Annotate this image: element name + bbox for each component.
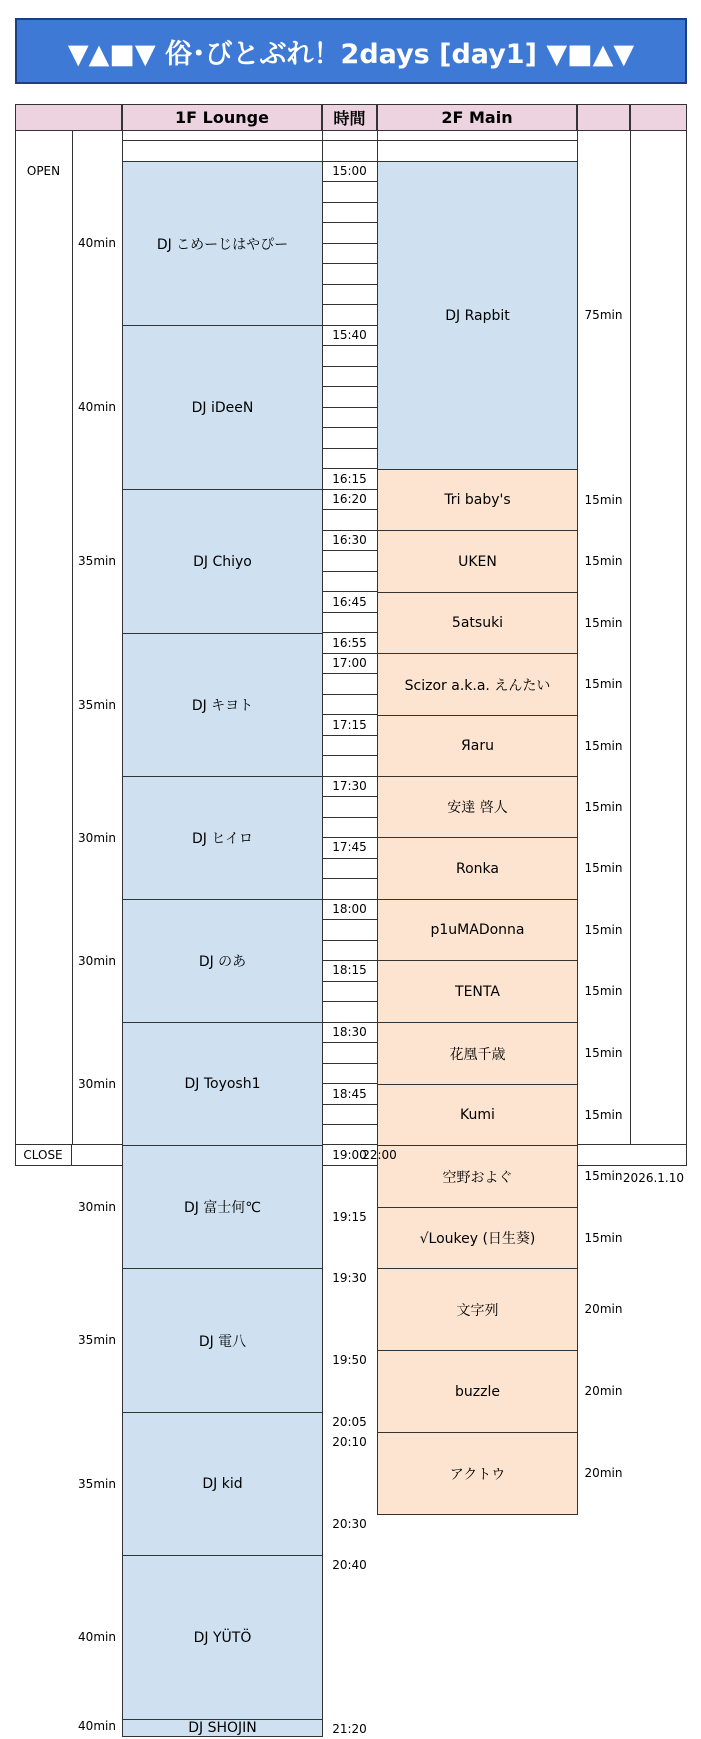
schedule-title: ▼▲■▼ 俗･びとぶれ！2days [day1] ▼■▲▼: [15, 18, 687, 84]
time-label: 16:20: [332, 492, 367, 506]
time-slot-line: [322, 181, 377, 182]
lounge-duration-12: 40min: [78, 1719, 116, 1733]
main-act-5: Scizor a.k.a. えんたい: [377, 653, 578, 716]
main-duration-17: 20min: [584, 1466, 623, 1480]
main-duration-7: 15min: [584, 799, 623, 814]
time-label: 18:15: [332, 963, 367, 977]
main-act-15: 文字列: [377, 1268, 578, 1351]
time-label: 20:40: [332, 1558, 367, 1572]
time-slot-line: [322, 919, 377, 920]
time-slot-line: [322, 304, 377, 305]
time-slot-line: [322, 612, 377, 613]
main-duration-13: 15min: [584, 1169, 623, 1183]
time-label: 20:30: [332, 1517, 367, 1531]
time-slot-line: [322, 243, 377, 244]
time-slot-line: [322, 940, 377, 941]
main-act-7: 安達 啓人: [377, 776, 578, 838]
main-act-14: √Loukey (日生葵): [377, 1207, 578, 1269]
lounge-duration-7: 30min: [78, 1076, 116, 1091]
lounge-duration-9: 35min: [78, 1333, 116, 1347]
lounge-duration-11: 40min: [78, 1630, 116, 1644]
time-label: 15:00: [332, 164, 367, 178]
header-blank-right-2: [630, 104, 687, 131]
time-label: 17:30: [332, 779, 367, 793]
main-act-16: buzzle: [377, 1350, 578, 1433]
lounge-dj-6: DJ のあ: [122, 899, 323, 1023]
main-act-17: アクトウ: [377, 1432, 578, 1515]
header-lounge: 1F Lounge: [122, 104, 322, 131]
main-duration-9: 15min: [584, 922, 623, 937]
lounge-dj-4: DJ キヨト: [122, 633, 323, 777]
main-duration-10: 15min: [584, 984, 623, 998]
time-label: 18:45: [332, 1087, 367, 1101]
header-time: 時間: [322, 104, 377, 131]
close-label: CLOSE: [15, 1144, 72, 1166]
time-slot-line: [322, 284, 377, 285]
header-main: 2F Main: [377, 104, 577, 131]
time-label: 17:00: [332, 656, 367, 670]
lounge-dj-10: DJ kid: [122, 1412, 323, 1556]
main-duration-11: 15min: [584, 1046, 623, 1060]
lounge-dj-3: DJ Chiyo: [122, 489, 323, 634]
lounge-duration-8: 30min: [78, 1199, 116, 1214]
time-label: 15:40: [332, 328, 367, 342]
time-slot-line: [322, 222, 377, 223]
time-slot-line: [322, 981, 377, 982]
time-slot-line: [322, 550, 377, 551]
time-slot-line: [322, 858, 377, 859]
main-act-3: UKEN: [377, 530, 578, 593]
lounge-dj-11: DJ YÜTÖ: [122, 1555, 323, 1720]
lounge-dj-5: DJ ヒイロ: [122, 776, 323, 900]
time-slot-line: [322, 673, 377, 674]
lounge-duration-10: 35min: [78, 1476, 116, 1491]
time-slot-line: [322, 1001, 377, 1002]
lounge-duration-6: 30min: [78, 953, 116, 968]
main-duration-4: 15min: [584, 615, 623, 630]
time-slot-line: [322, 1124, 377, 1125]
header-blank-right-1: [577, 104, 630, 131]
main-act-6: Яaru: [377, 715, 578, 777]
time-label: 19:50: [332, 1353, 367, 1367]
main-act-2: Tri baby's: [377, 469, 578, 531]
lounge-dj-2: DJ iDeeN: [122, 325, 323, 490]
time-label: 16:45: [332, 595, 367, 609]
lounge-top-line: [122, 140, 322, 141]
time-slot-line: [322, 796, 377, 797]
main-act-4: 5atsuki: [377, 592, 578, 654]
main-act-8: Ronka: [377, 837, 578, 900]
time-slot-line: [322, 755, 377, 756]
time-label: 16:55: [332, 636, 367, 650]
main-duration-15: 20min: [584, 1302, 623, 1316]
time-slot-line: [322, 878, 377, 879]
time-label: 21:20: [332, 1722, 367, 1736]
main-duration-16: 20min: [584, 1384, 623, 1398]
lounge-duration-2: 40min: [78, 400, 116, 414]
time-slot-line: [322, 735, 377, 736]
time-slot-line: [322, 817, 377, 818]
close-time: 22:00: [362, 1148, 397, 1162]
main-act-11: 花凰千歳: [377, 1022, 578, 1085]
main-duration-14: 15min: [584, 1230, 623, 1245]
time-label: 19:00: [332, 1148, 367, 1162]
time-slot-line: [322, 366, 377, 367]
time-slot-line: [322, 202, 377, 203]
time-slot-line: [322, 1063, 377, 1064]
main-act-12: Kumi: [377, 1084, 578, 1146]
time-label: 16:15: [332, 472, 367, 486]
time-slot-line: [322, 407, 377, 408]
time-slot-line: [322, 448, 377, 449]
main-duration-2: 15min: [584, 492, 623, 507]
time-label: 18:30: [332, 1025, 367, 1039]
time-label: 19:15: [332, 1210, 367, 1224]
time-label: 18:00: [332, 902, 367, 916]
main-duration-8: 15min: [584, 861, 623, 875]
time-slot-line: [322, 140, 377, 141]
lounge-dj-7: DJ Toyosh1: [122, 1022, 323, 1146]
main-duration-5: 15min: [584, 677, 623, 691]
main-duration-6: 15min: [584, 738, 623, 753]
date-label: 2026.1.10: [622, 1171, 684, 1185]
time-slot-line: [322, 427, 377, 428]
lounge-dj-1: DJ こめーじはやぴー: [122, 161, 323, 326]
time-slot-line: [322, 1104, 377, 1105]
open-label: OPEN: [26, 164, 61, 178]
lounge-dj-8: DJ 富士何℃: [122, 1145, 323, 1269]
column-divider: [630, 131, 631, 1144]
lounge-dj-12: DJ SHOJIN: [122, 1719, 323, 1737]
lounge-duration-1: 40min: [78, 236, 116, 250]
time-slot-line: [322, 509, 377, 510]
lounge-dj-9: DJ 電八: [122, 1268, 323, 1413]
time-label: 19:30: [332, 1271, 367, 1285]
main-duration-12: 15min: [584, 1107, 623, 1122]
time-slot-line: [322, 694, 377, 695]
main-duration-3: 15min: [584, 554, 623, 568]
main-duration-1: 75min: [584, 308, 623, 322]
time-label: 17:15: [332, 718, 367, 732]
time-slot-line: [322, 263, 377, 264]
time-label: 20:10: [332, 1435, 367, 1449]
lounge-duration-4: 35min: [78, 697, 116, 712]
time-label: 16:30: [332, 533, 367, 547]
main-act-1: DJ Rapbit: [377, 161, 578, 470]
time-slot-line: [322, 1042, 377, 1043]
header-blank-left: [15, 104, 122, 131]
time-label: 20:05: [332, 1415, 367, 1429]
main-act-10: TENTA: [377, 960, 578, 1023]
lounge-duration-3: 35min: [78, 554, 116, 568]
main-act-13: 空野およぐ: [377, 1145, 578, 1208]
time-slot-line: [322, 345, 377, 346]
time-label: 17:45: [332, 840, 367, 854]
time-slot-line: [322, 386, 377, 387]
lounge-duration-5: 30min: [78, 830, 116, 845]
main-act-9: p1uMADonna: [377, 899, 578, 961]
main-top-line: [377, 140, 577, 141]
time-slot-line: [322, 571, 377, 572]
